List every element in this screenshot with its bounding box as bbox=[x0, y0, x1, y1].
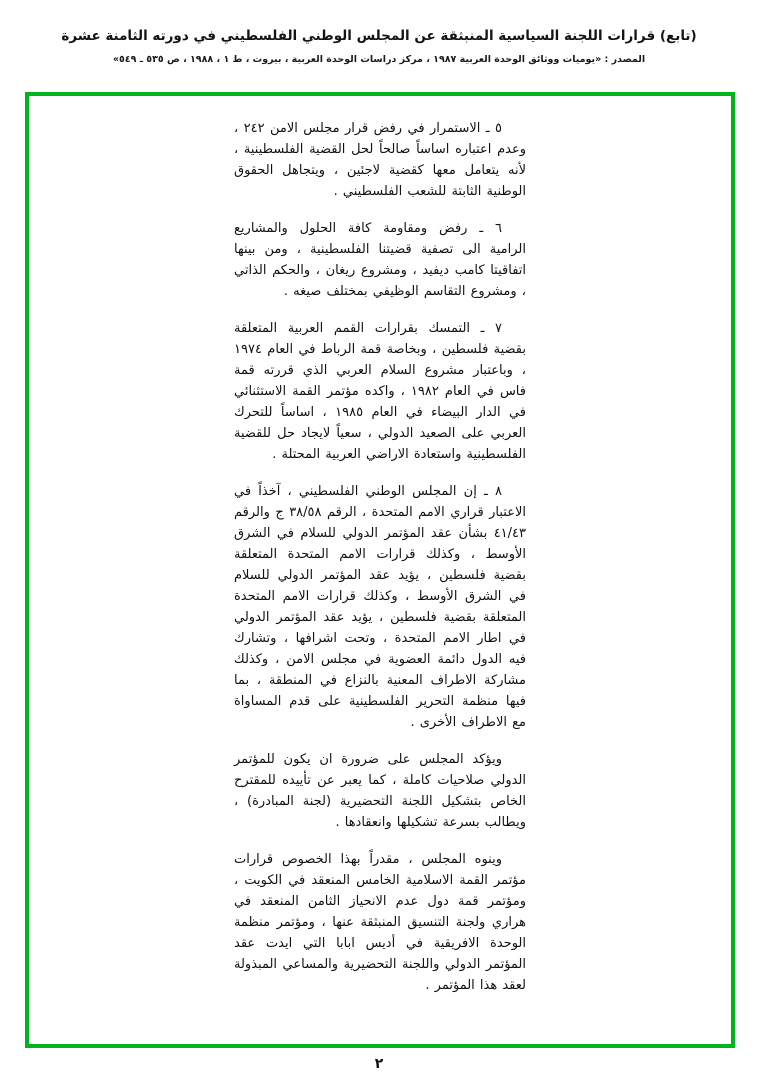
paragraph-conference-powers: ويؤكد المجلس على ضرورة ان يكون للمؤتمر الدولي صلاحيات كاملة ، كما يعبر عن تأييده للمقترح الخاص بتشكيل اللجنة التحضيرية (لجنة المبادرة) ، ويطالب بسرعة تشكيلها وانعقادها . bbox=[234, 752, 526, 830]
page-number: ٢ bbox=[374, 1056, 384, 1072]
paragraph-item-5: ٥ ـ الاستمرار في رفض قرار مجلس الامن ٢٤٢ ، وعدم اعتباره اساساً صالحاً لحل القضية الفلسطينية ، لأنه يتعامل معها كقضية لاجئين ، ويتجاهل الحقوق الوطنية الثابتة للشعب الفلسطيني . bbox=[234, 121, 526, 199]
paragraph-summits-acknowledgment: وينوه المجلس ، مقدراً بهذا الخصوص قرارات مؤتمر القمة الاسلامية الخامس المنعقد في الكويت ، ومؤتمر قمة دول عدم الانحياز الثامن المنعقد في هراري ولجنة التنسيق المنبثقة عنها ، ومؤتمر منظمة الوحدة الافريقية في أديس ابابا التي ايدت عقد المؤتمر الدولي واللجنة التحضيرية والمساعي المبذولة لعقد هذا المؤتمر . bbox=[234, 852, 526, 993]
content-frame bbox=[25, 92, 735, 1048]
source-line: المصدر : «يوميات ووثائق الوحدة العربية ١٩٨٧ ، مركز دراسات الوحدة العربية ، بيروت ، ط ١ ، ١٩٨٨ ، ص ٥٣٥ ـ ٥٤٩» bbox=[112, 54, 646, 65]
document-header bbox=[0, 0, 758, 65]
page-title: (تابع) قرارات اللجنة السياسية المنبثقة عن المجلس الوطني الفلسطيني في دورته الثامنة عشرة bbox=[61, 28, 697, 44]
paragraph-item-8: ٨ ـ إن المجلس الوطني الفلسطيني ، آخذاً في الاعتبار قراري الامم المتحدة ، الرقم ٣٨/٥٨ ج والرقم ٤١/٤٣ بشأن عقد المؤتمر الدولي للسلام في الشرق الأوسط ، وكذلك قرارات الامم المتحدة المتعلقة بقضية فلسطين ، يؤيد عقد المؤتمر الدولي للسلام في الشرق الأوسط ، وكذلك قرارات الامم المتحدة المتعلقة بقضية فلسطين ، يؤيد عقد المؤتمر الدولي في اطار الامم المتحدة ، وتحت اشرافها ، وتشارك فيه الدول دائمة العضوية في مجلس الامن ، وكذلك مشاركة الاطراف المعنية بالنزاع في المنطقة ، بما فيها منظمة التحرير الفلسطينية على قدم المساواة مع الاطراف الأخرى . bbox=[234, 484, 526, 730]
paragraph-item-6: ٦ ـ رفض ومقاومة كافة الحلول والمشاريع الرامية الى تصفية قضيتنا الفلسطينية ، ومن بينها اتفاقيتا كامب ديفيد ، ومشروع ريغان ، والحكم الذاتي ، ومشروع التقاسم الوظيفي بمختلف صيغه . bbox=[234, 221, 526, 299]
paragraph-item-7: ٧ ـ التمسك بقرارات القمم العربية المتعلقة بقضية فلسطين ، وبخاصة قمة الرباط في العام ١٩٧٤ ، وباعتبار مشروع السلام العربي الذي قررته قمة فاس في العام ١٩٨٢ ، واكده مؤتمر القمة الاستثنائي في الدار البيضاء في العام ١٩٨٥ ، اساساً للتحرك العربي على الصعيد الدولي ، سعياً لايجاد حل للقضية الفلسطينية واستعادة الاراضي العربية المحتلة . bbox=[234, 321, 526, 462]
body-text bbox=[234, 118, 526, 996]
